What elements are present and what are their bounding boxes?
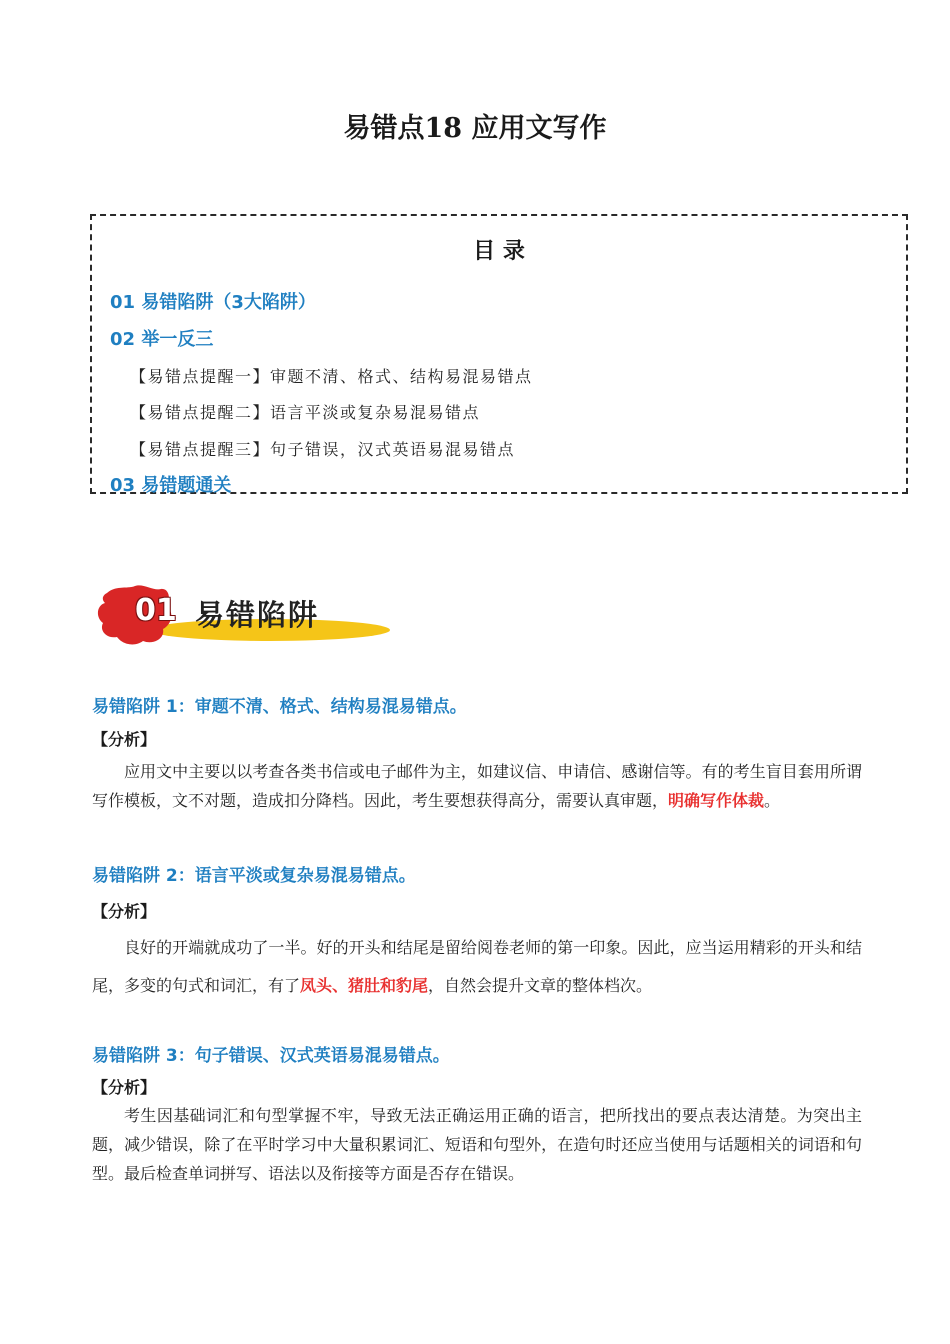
trap-2-title: 易错陷阱 2：语言平淡或复杂易混易错点。 bbox=[92, 866, 416, 886]
trap-1-paragraph bbox=[92, 757, 862, 815]
trap-2-text-after: ，自然会提升文章的整体档次。 bbox=[428, 976, 653, 995]
trap-1-text-after: 。 bbox=[764, 791, 781, 810]
trap-2-paragraph bbox=[92, 929, 862, 1005]
toc-item-reminder1[interactable]: 【易错点提醒一】审题不清、格式、结构易混易错点 bbox=[130, 367, 533, 386]
toc-item-reminder2[interactable]: 【易错点提醒二】语言平淡或复杂易混易错点 bbox=[130, 403, 481, 422]
trap-2-highlight: 凤头、猪肚和豹尾 bbox=[300, 976, 429, 995]
section-banner bbox=[95, 583, 395, 649]
trap-1-analysis-label: 【分析】 bbox=[92, 730, 157, 749]
trap-1-highlight: 明确写作体裁 bbox=[668, 791, 765, 810]
banner-number: 01 bbox=[135, 593, 177, 628]
trap-2-text-before: 良好的开端就成功了一半。好的开头和结尾是留给阅卷老师的第一印象。因此，应当运用精彩的开头和结尾，多变的句式和词汇，有了 bbox=[92, 938, 862, 995]
banner-title: 易错陷阱 bbox=[195, 598, 320, 632]
toc-heading: 目 录 bbox=[473, 239, 525, 264]
toc-item-section2[interactable]: 02 举一反三 bbox=[110, 329, 214, 350]
trap-3-title: 易错陷阱 3：句子错误、汉式英语易混易错点。 bbox=[92, 1046, 450, 1066]
toc-item-section3[interactable]: 03 易错题通关 bbox=[110, 475, 232, 496]
trap-1-text-before: 应用文中主要以以考查各类书信或电子邮件为主，如建议信、申请信、感谢信等。有的考生盲目套用所谓写作模板，文不对题，造成扣分降档。因此，考生要想获得高分，需要认真审题， bbox=[92, 762, 862, 810]
page-title: 易错点18 应用文写作 bbox=[343, 113, 607, 144]
toc-item-reminder3[interactable]: 【易错点提醒三】句子错误，汉式英语易混易错点 bbox=[130, 440, 516, 459]
table-of-contents bbox=[90, 214, 908, 494]
toc-item-section1[interactable]: 01 易错陷阱（3大陷阱） bbox=[110, 292, 316, 313]
trap-3-analysis-label: 【分析】 bbox=[92, 1078, 157, 1097]
trap-1-title: 易错陷阱 1：审题不清、格式、结构易混易错点。 bbox=[92, 697, 467, 717]
trap-2-analysis-label: 【分析】 bbox=[92, 902, 157, 921]
trap-3-paragraph: 考生因基础词汇和句型掌握不牢，导致无法正确运用正确的语言，把所找出的要点表达清楚。为突出主题，减少错误，除了在平时学习中大量积累词汇、短语和句型外，在造句时还应当使用与话题相关的词语和句型。最后检查单词拼写、语法以及衔接等方面是否存在错误。 bbox=[92, 1106, 862, 1183]
